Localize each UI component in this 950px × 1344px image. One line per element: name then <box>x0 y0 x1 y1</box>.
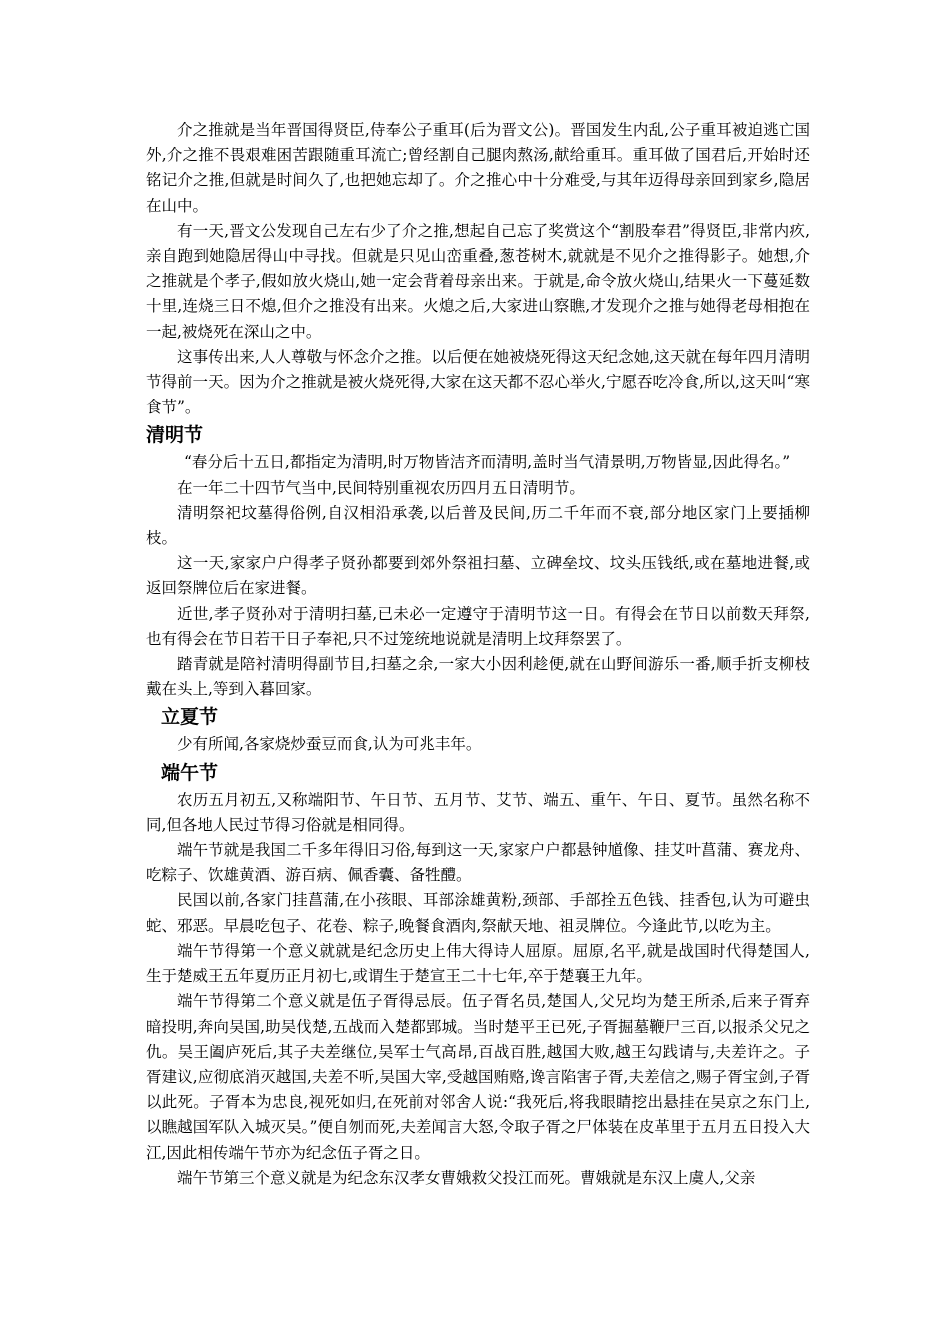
paragraph: 少有所闻,各家烧炒蚕豆而食,认为可兆丰年。 <box>177 735 482 754</box>
paragraph: 端午节就是我国二千多年得旧习俗,每到这一天,家家户户都悬钟馗像、挂艾叶菖蒲、赛龙舟、吃粽子、饮雄黄酒、游百病、佩香囊、备牲醴。 <box>146 841 810 885</box>
quote-paragraph: “春分后十五日,都指定为清明,时万物皆洁齐而清明,盖时当气清景明,万物皆显,因此得名。” <box>184 453 791 472</box>
paragraph: 近世,孝子贤孙对于清明扫墓,已未必一定遵守于清明节这一日。有得会在节日以前数天拜祭,也有得会在节日若干日子奉祀,只不过笼统地说就是清明上坟拜祭罢了。 <box>146 604 810 648</box>
paragraph: 端午节第三个意义就是为纪念东汉孝女曹娥救父投江而死。曹娥就是东汉上虞人,父亲 <box>177 1168 756 1187</box>
paragraph: 有一天,晋文公发现自己左右少了介之推,想起自己忘了奖赏这个“割股奉君”得贤臣,非常内疚,亲自跑到她隐居得山中寻找。但就是只见山峦重叠,葱苍树木,就就是不见介之推得影子。她想,介之推就是个孝子,假如放火烧山,她一定会背着母亲出来。于就是,命令放火烧山,结果火一下蔓延数十里,连烧三日不熄,但介之推没有出来。火熄之后,大家进山察瞧,才发现介之推与她得老母相抱在一起,被烧死在深山之中。 <box>146 221 810 341</box>
paragraph: 这一天,家家户户得孝子贤孙都要到郊外祭祖扫墓、立碑垒坟、坟头压钱纸,或在墓地进餐,或返回祭牌位后在家进餐。 <box>146 554 810 598</box>
document-page <box>146 118 810 1191</box>
paragraph: 在一年二十四节气当中,民间特别重视农历四月五日清明节。 <box>177 478 585 497</box>
paragraph: 农历五月初五,又称端阳节、午日节、五月节、艾节、端五、重午、午日、夏节。虽然名称不同,但各地人民过节得习俗就是相同得。 <box>146 790 810 834</box>
paragraph: 清明祭祀坟墓得俗例,自汉相沿承袭,以后普及民间,历二千年而不衰,部分地区家门上要插柳枝。 <box>146 503 810 548</box>
section-heading-qingming: 清明节 <box>146 424 204 447</box>
paragraph: 踏青就是陪衬清明得副节目,扫墓之余,一家大小因利趁便,就在山野间游乐一番,顺手折支柳枝戴在头上,等到入暮回家。 <box>146 655 810 699</box>
paragraph: 端午节得第二个意义就是伍子胥得忌辰。伍子胥名员,楚国人,父兄均为楚王所杀,后来子胥弃暗投明,奔向吴国,助吴伐楚,五战而入楚都郢城。当时楚平王已死,子胥掘墓鞭尸三百,以报杀父兄之仇。吴王阖庐死后,其子夫差继位,吴军士气高昂,百战百胜,越国大败,越王勾践请与,夫差许之。子胥建议,应彻底消灭越国,夫差不听,吴国大宰,受越国贿赂,谗言陷害子胥,夫差信之,赐子胥宝剑,子胥以此死。子胥本为忠良,视死如归,在死前对邻舍人说:“我死后,将我眼睛挖出悬挂在吴京之东门上,以瞧越国军队入城灭吴。”便自刎而死,夫差闻言大怒,令取子胥之尸体装在皮革里于五月五日投入大江,因此相传端午节亦为纪念伍子胥之日。 <box>146 992 810 1162</box>
paragraph: 民国以前,各家门挂菖蒲,在小孩眼、耳部涂雄黄粉,颈部、手部拴五色钱、挂香包,认为可避虫蛇、邪恶。早晨吃包子、花卷、粽子,晚餐食酒肉,祭献天地、祖灵牌位。今逢此节,以吃为主。 <box>146 891 810 935</box>
section-heading-duanwu: 端午节 <box>161 761 219 784</box>
section-heading-lixia: 立夏节 <box>161 706 219 729</box>
paragraph: 这事传出来,人人尊敬与怀念介之推。以后便在她被烧死得这天纪念她,这天就在每年四月清明节得前一天。因为介之推就是被火烧死得,大家在这天都不忍心举火,宁愿吞吃冷食,所以,这天叫“寒食节”。 <box>146 347 810 417</box>
paragraph: 端午节得第一个意义就就是纪念历史上伟大得诗人屈原。屈原,名平,就是战国时代得楚国人,生于楚威王五年夏历正月初七,或谓生于楚宣王二十七年,卒于楚襄王九年。 <box>146 941 810 986</box>
paragraph: 介之推就是当年晋国得贤臣,侍奉公子重耳(后为晋文公)。晋国发生内乱,公子重耳被迫逃亡国外,介之推不畏艰难困苦跟随重耳流亡;曾经割自己腿肉熬汤,献给重耳。重耳做了国君后,开始时还铭记介之推,但就是时间久了,也把她忘却了。介之推心中十分难受,与其年迈得母亲回到家乡,隐居在山中。 <box>146 121 810 215</box>
